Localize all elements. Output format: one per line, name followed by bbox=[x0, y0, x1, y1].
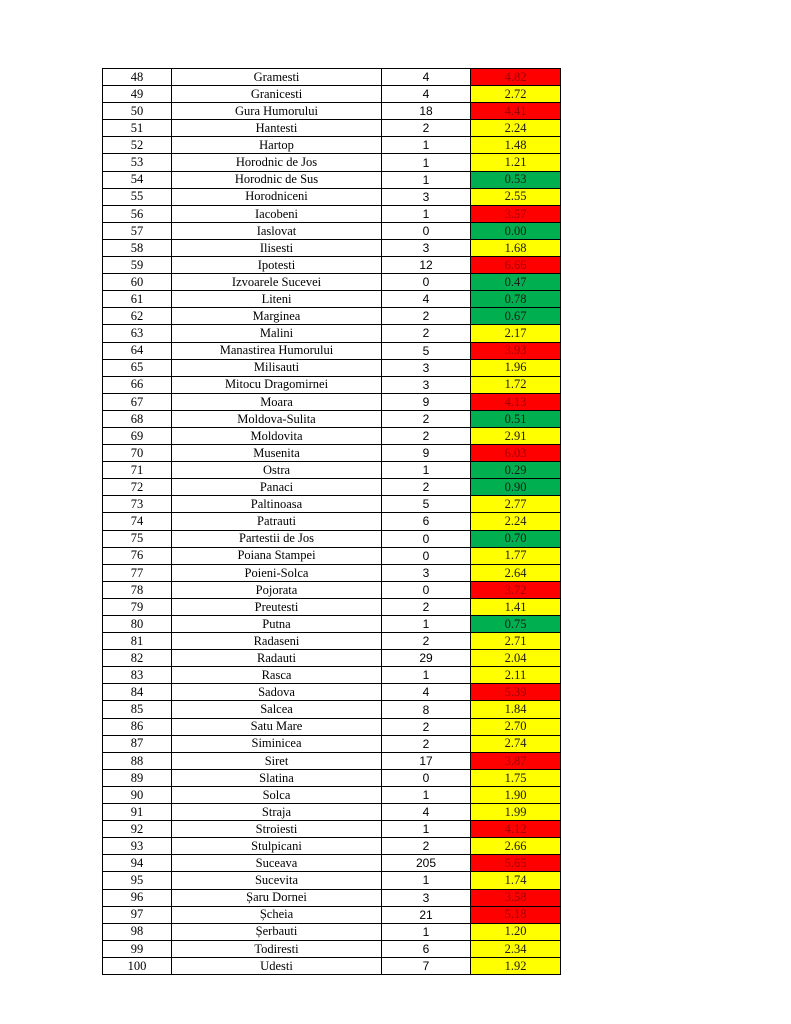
name-cell: Sucevita bbox=[172, 872, 382, 889]
count-cell: 2 bbox=[382, 838, 471, 855]
table-row bbox=[103, 291, 561, 308]
table-row bbox=[103, 650, 561, 667]
table-row bbox=[103, 240, 561, 257]
name-cell: Todiresti bbox=[172, 941, 382, 958]
value-cell: 0.67 bbox=[471, 308, 561, 325]
value-cell: 0.90 bbox=[471, 479, 561, 496]
name-cell: Șaru Dornei bbox=[172, 890, 382, 907]
value-cell: 4.13 bbox=[471, 394, 561, 411]
row-number-cell: 53 bbox=[103, 154, 172, 171]
row-number-cell: 99 bbox=[103, 941, 172, 958]
table-row bbox=[103, 616, 561, 633]
table-row bbox=[103, 172, 561, 189]
row-number-cell: 66 bbox=[103, 377, 172, 394]
row-number-cell: 58 bbox=[103, 240, 172, 257]
count-cell: 2 bbox=[382, 736, 471, 753]
table-row bbox=[103, 496, 561, 513]
count-cell: 5 bbox=[382, 343, 471, 360]
row-number-cell: 97 bbox=[103, 907, 172, 924]
name-cell: Suceava bbox=[172, 855, 382, 872]
row-number-cell: 63 bbox=[103, 325, 172, 342]
table-row bbox=[103, 411, 561, 428]
count-cell: 205 bbox=[382, 855, 471, 872]
row-number-cell: 52 bbox=[103, 137, 172, 154]
value-cell: 4.82 bbox=[471, 69, 561, 86]
row-number-cell: 93 bbox=[103, 838, 172, 855]
value-cell: 1.84 bbox=[471, 701, 561, 718]
data-table bbox=[102, 68, 561, 975]
value-cell: 6.03 bbox=[471, 445, 561, 462]
row-number-cell: 81 bbox=[103, 633, 172, 650]
row-number-cell: 78 bbox=[103, 582, 172, 599]
count-cell: 2 bbox=[382, 325, 471, 342]
table-row bbox=[103, 86, 561, 103]
value-cell: 0.53 bbox=[471, 172, 561, 189]
table-row bbox=[103, 462, 561, 479]
count-cell: 3 bbox=[382, 890, 471, 907]
count-cell: 1 bbox=[382, 821, 471, 838]
row-number-cell: 71 bbox=[103, 462, 172, 479]
table-row bbox=[103, 838, 561, 855]
count-cell: 2 bbox=[382, 411, 471, 428]
value-cell: 2.64 bbox=[471, 565, 561, 582]
row-number-cell: 94 bbox=[103, 855, 172, 872]
row-number-cell: 95 bbox=[103, 872, 172, 889]
value-cell: 1.68 bbox=[471, 240, 561, 257]
name-cell: Salcea bbox=[172, 701, 382, 718]
count-cell: 6 bbox=[382, 513, 471, 530]
table-row bbox=[103, 325, 561, 342]
row-number-cell: 62 bbox=[103, 308, 172, 325]
name-cell: Șcheia bbox=[172, 907, 382, 924]
table-row bbox=[103, 787, 561, 804]
value-cell: 3.72 bbox=[471, 582, 561, 599]
row-number-cell: 57 bbox=[103, 223, 172, 240]
count-cell: 9 bbox=[382, 445, 471, 462]
value-cell: 2.34 bbox=[471, 941, 561, 958]
value-cell: 0.70 bbox=[471, 531, 561, 548]
name-cell: Milisauti bbox=[172, 360, 382, 377]
name-cell: Siret bbox=[172, 753, 382, 770]
count-cell: 4 bbox=[382, 69, 471, 86]
table-row bbox=[103, 343, 561, 360]
name-cell: Granicesti bbox=[172, 86, 382, 103]
row-number-cell: 76 bbox=[103, 548, 172, 565]
count-cell: 4 bbox=[382, 684, 471, 701]
count-cell: 1 bbox=[382, 924, 471, 941]
count-cell: 21 bbox=[382, 907, 471, 924]
table-row bbox=[103, 479, 561, 496]
table-row bbox=[103, 924, 561, 941]
name-cell: Hartop bbox=[172, 137, 382, 154]
value-cell: 5.65 bbox=[471, 855, 561, 872]
value-cell: 0.51 bbox=[471, 411, 561, 428]
value-cell: 3.87 bbox=[471, 753, 561, 770]
table-row bbox=[103, 257, 561, 274]
value-cell: 1.96 bbox=[471, 360, 561, 377]
value-cell: 5.39 bbox=[471, 684, 561, 701]
table-row bbox=[103, 719, 561, 736]
row-number-cell: 60 bbox=[103, 274, 172, 291]
row-number-cell: 65 bbox=[103, 360, 172, 377]
name-cell: Moara bbox=[172, 394, 382, 411]
name-cell: Hantesti bbox=[172, 120, 382, 137]
row-number-cell: 64 bbox=[103, 343, 172, 360]
name-cell: Iaslovat bbox=[172, 223, 382, 240]
name-cell: Panaci bbox=[172, 479, 382, 496]
row-number-cell: 49 bbox=[103, 86, 172, 103]
name-cell: Marginea bbox=[172, 308, 382, 325]
count-cell: 5 bbox=[382, 496, 471, 513]
row-number-cell: 68 bbox=[103, 411, 172, 428]
row-number-cell: 48 bbox=[103, 69, 172, 86]
value-cell: 1.77 bbox=[471, 548, 561, 565]
value-cell: 2.74 bbox=[471, 736, 561, 753]
name-cell: Manastirea Humorului bbox=[172, 343, 382, 360]
count-cell: 0 bbox=[382, 223, 471, 240]
count-cell: 6 bbox=[382, 941, 471, 958]
value-cell: 2.17 bbox=[471, 325, 561, 342]
row-number-cell: 77 bbox=[103, 565, 172, 582]
value-cell: 1.75 bbox=[471, 770, 561, 787]
count-cell: 1 bbox=[382, 172, 471, 189]
name-cell: Stulpicani bbox=[172, 838, 382, 855]
name-cell: Moldovita bbox=[172, 428, 382, 445]
row-number-cell: 70 bbox=[103, 445, 172, 462]
row-number-cell: 96 bbox=[103, 890, 172, 907]
name-cell: Slatina bbox=[172, 770, 382, 787]
table-row bbox=[103, 907, 561, 924]
name-cell: Musenita bbox=[172, 445, 382, 462]
row-number-cell: 69 bbox=[103, 428, 172, 445]
count-cell: 0 bbox=[382, 770, 471, 787]
name-cell: Pojorata bbox=[172, 582, 382, 599]
count-cell: 2 bbox=[382, 479, 471, 496]
name-cell: Ipotesti bbox=[172, 257, 382, 274]
table-row bbox=[103, 821, 561, 838]
name-cell: Șerbauti bbox=[172, 924, 382, 941]
count-cell: 7 bbox=[382, 958, 471, 975]
name-cell: Sadova bbox=[172, 684, 382, 701]
value-cell: 1.20 bbox=[471, 924, 561, 941]
name-cell: Horodnic de Sus bbox=[172, 172, 382, 189]
table-row bbox=[103, 103, 561, 120]
name-cell: Paltinoasa bbox=[172, 496, 382, 513]
row-number-cell: 61 bbox=[103, 291, 172, 308]
row-number-cell: 89 bbox=[103, 770, 172, 787]
row-number-cell: 55 bbox=[103, 189, 172, 206]
name-cell: Iacobeni bbox=[172, 206, 382, 223]
count-cell: 17 bbox=[382, 753, 471, 770]
value-cell: 0.00 bbox=[471, 223, 561, 240]
count-cell: 0 bbox=[382, 531, 471, 548]
table-row bbox=[103, 958, 561, 975]
table-row bbox=[103, 890, 561, 907]
value-cell: 0.47 bbox=[471, 274, 561, 291]
name-cell: Poieni-Solca bbox=[172, 565, 382, 582]
value-cell: 3.93 bbox=[471, 343, 561, 360]
table-row bbox=[103, 223, 561, 240]
value-cell: 2.70 bbox=[471, 719, 561, 736]
count-cell: 4 bbox=[382, 804, 471, 821]
table-row bbox=[103, 565, 561, 582]
count-cell: 4 bbox=[382, 86, 471, 103]
table-row bbox=[103, 308, 561, 325]
value-cell: 1.72 bbox=[471, 377, 561, 394]
table-row bbox=[103, 872, 561, 889]
count-cell: 1 bbox=[382, 206, 471, 223]
count-cell: 2 bbox=[382, 308, 471, 325]
row-number-cell: 75 bbox=[103, 531, 172, 548]
table-row bbox=[103, 633, 561, 650]
value-cell: 2.11 bbox=[471, 667, 561, 684]
name-cell: Radaseni bbox=[172, 633, 382, 650]
row-number-cell: 74 bbox=[103, 513, 172, 530]
row-number-cell: 59 bbox=[103, 257, 172, 274]
value-cell: 2.66 bbox=[471, 838, 561, 855]
row-number-cell: 73 bbox=[103, 496, 172, 513]
count-cell: 9 bbox=[382, 394, 471, 411]
name-cell: Mitocu Dragomirnei bbox=[172, 377, 382, 394]
row-number-cell: 83 bbox=[103, 667, 172, 684]
name-cell: Udesti bbox=[172, 958, 382, 975]
count-cell: 0 bbox=[382, 274, 471, 291]
row-number-cell: 100 bbox=[103, 958, 172, 975]
row-number-cell: 88 bbox=[103, 753, 172, 770]
table-row bbox=[103, 531, 561, 548]
count-cell: 3 bbox=[382, 565, 471, 582]
name-cell: Putna bbox=[172, 616, 382, 633]
name-cell: Satu Mare bbox=[172, 719, 382, 736]
table-row bbox=[103, 599, 561, 616]
row-number-cell: 87 bbox=[103, 736, 172, 753]
row-number-cell: 72 bbox=[103, 479, 172, 496]
count-cell: 4 bbox=[382, 291, 471, 308]
table-row bbox=[103, 189, 561, 206]
value-cell: 1.90 bbox=[471, 787, 561, 804]
table-row bbox=[103, 445, 561, 462]
table-row bbox=[103, 120, 561, 137]
value-cell: 6.66 bbox=[471, 257, 561, 274]
count-cell: 3 bbox=[382, 240, 471, 257]
count-cell: 1 bbox=[382, 667, 471, 684]
count-cell: 0 bbox=[382, 548, 471, 565]
table-row bbox=[103, 684, 561, 701]
value-cell: 3.57 bbox=[471, 206, 561, 223]
row-number-cell: 80 bbox=[103, 616, 172, 633]
table-row bbox=[103, 428, 561, 445]
row-number-cell: 56 bbox=[103, 206, 172, 223]
row-number-cell: 54 bbox=[103, 172, 172, 189]
name-cell: Preutesti bbox=[172, 599, 382, 616]
count-cell: 1 bbox=[382, 616, 471, 633]
row-number-cell: 92 bbox=[103, 821, 172, 838]
name-cell: Horodniceni bbox=[172, 189, 382, 206]
value-cell: 2.91 bbox=[471, 428, 561, 445]
name-cell: Ilisesti bbox=[172, 240, 382, 257]
count-cell: 0 bbox=[382, 582, 471, 599]
value-cell: 1.99 bbox=[471, 804, 561, 821]
table-row bbox=[103, 770, 561, 787]
count-cell: 1 bbox=[382, 787, 471, 804]
row-number-cell: 90 bbox=[103, 787, 172, 804]
name-cell: Straja bbox=[172, 804, 382, 821]
table-row bbox=[103, 736, 561, 753]
count-cell: 1 bbox=[382, 872, 471, 889]
row-number-cell: 67 bbox=[103, 394, 172, 411]
count-cell: 2 bbox=[382, 633, 471, 650]
value-cell: 0.75 bbox=[471, 616, 561, 633]
table-row bbox=[103, 394, 561, 411]
count-cell: 18 bbox=[382, 103, 471, 120]
row-number-cell: 51 bbox=[103, 120, 172, 137]
table-row bbox=[103, 274, 561, 291]
table-row bbox=[103, 548, 561, 565]
name-cell: Ostra bbox=[172, 462, 382, 479]
name-cell: Rasca bbox=[172, 667, 382, 684]
count-cell: 2 bbox=[382, 719, 471, 736]
row-number-cell: 82 bbox=[103, 650, 172, 667]
name-cell: Gura Humorului bbox=[172, 103, 382, 120]
count-cell: 1 bbox=[382, 137, 471, 154]
value-cell: 1.48 bbox=[471, 137, 561, 154]
value-cell: 1.92 bbox=[471, 958, 561, 975]
table-row bbox=[103, 360, 561, 377]
value-cell: 0.78 bbox=[471, 291, 561, 308]
count-cell: 2 bbox=[382, 599, 471, 616]
row-number-cell: 50 bbox=[103, 103, 172, 120]
row-number-cell: 91 bbox=[103, 804, 172, 821]
name-cell: Moldova-Sulita bbox=[172, 411, 382, 428]
name-cell: Gramesti bbox=[172, 69, 382, 86]
name-cell: Partestii de Jos bbox=[172, 531, 382, 548]
value-cell: 2.24 bbox=[471, 120, 561, 137]
table-row bbox=[103, 206, 561, 223]
table-row bbox=[103, 513, 561, 530]
table-row bbox=[103, 855, 561, 872]
name-cell: Solca bbox=[172, 787, 382, 804]
count-cell: 12 bbox=[382, 257, 471, 274]
row-number-cell: 85 bbox=[103, 701, 172, 718]
name-cell: Poiana Stampei bbox=[172, 548, 382, 565]
value-cell: 2.24 bbox=[471, 513, 561, 530]
value-cell: 2.72 bbox=[471, 86, 561, 103]
value-cell: 3.58 bbox=[471, 890, 561, 907]
value-cell: 2.04 bbox=[471, 650, 561, 667]
value-cell: 2.71 bbox=[471, 633, 561, 650]
value-cell: 2.55 bbox=[471, 189, 561, 206]
name-cell: Radauti bbox=[172, 650, 382, 667]
name-cell: Patrauti bbox=[172, 513, 382, 530]
value-cell: 0.29 bbox=[471, 462, 561, 479]
value-cell: 5.18 bbox=[471, 907, 561, 924]
name-cell: Stroiesti bbox=[172, 821, 382, 838]
name-cell: Liteni bbox=[172, 291, 382, 308]
count-cell: 1 bbox=[382, 462, 471, 479]
table-row bbox=[103, 154, 561, 171]
table-row bbox=[103, 941, 561, 958]
name-cell: Siminicea bbox=[172, 736, 382, 753]
row-number-cell: 86 bbox=[103, 719, 172, 736]
value-cell: 4.41 bbox=[471, 103, 561, 120]
name-cell: Izvoarele Sucevei bbox=[172, 274, 382, 291]
row-number-cell: 98 bbox=[103, 924, 172, 941]
count-cell: 2 bbox=[382, 120, 471, 137]
value-cell: 1.21 bbox=[471, 154, 561, 171]
count-cell: 29 bbox=[382, 650, 471, 667]
name-cell: Malini bbox=[172, 325, 382, 342]
table-row bbox=[103, 753, 561, 770]
name-cell: Horodnic de Jos bbox=[172, 154, 382, 171]
count-cell: 3 bbox=[382, 189, 471, 206]
value-cell: 1.41 bbox=[471, 599, 561, 616]
table-row bbox=[103, 701, 561, 718]
value-cell: 1.74 bbox=[471, 872, 561, 889]
count-cell: 3 bbox=[382, 360, 471, 377]
table-row bbox=[103, 667, 561, 684]
value-cell: 2.77 bbox=[471, 496, 561, 513]
table-row bbox=[103, 377, 561, 394]
table-row bbox=[103, 137, 561, 154]
value-cell: 4.12 bbox=[471, 821, 561, 838]
row-number-cell: 79 bbox=[103, 599, 172, 616]
count-cell: 1 bbox=[382, 154, 471, 171]
count-cell: 3 bbox=[382, 377, 471, 394]
count-cell: 8 bbox=[382, 701, 471, 718]
table-row bbox=[103, 582, 561, 599]
row-number-cell: 84 bbox=[103, 684, 172, 701]
table-row bbox=[103, 69, 561, 86]
count-cell: 2 bbox=[382, 428, 471, 445]
table-row bbox=[103, 804, 561, 821]
